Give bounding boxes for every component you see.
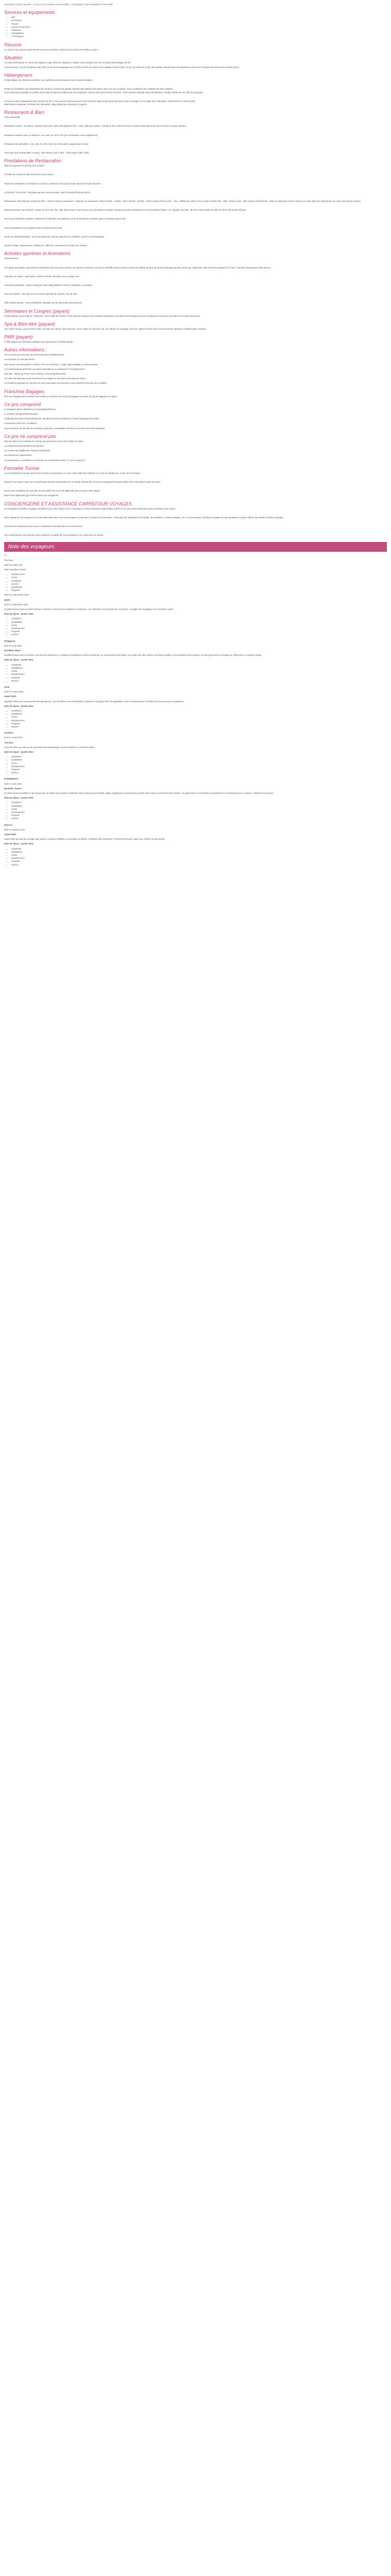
review-date: Écrit le 4 avril 2021: [4, 736, 23, 739]
restaurants-section: [4, 110, 387, 155]
prestations-sub: Séjours proposés en formule tout compris: [4, 164, 44, 167]
hebergement-p2: Toutes les chambres sont climatisées (de 15.06 au 15.09) et la grande majorité sont dotées d'un balcon avec vue mer ou jardin. Vous y profiterez d'un mobilier de style moderne. Il est notamment possible de profiter d'une salle de bains ou salle d'eau avec baignoire, douche ainsi qu'un sèche-cheveux. Votre chambre dispose aussi de télévision, minibar, téléphone et coffre-fort (payant).: [4, 88, 203, 94]
prestations-p2: Toutes les prestations ou boissons non citées ci-dessous n'est pas incluses dans la formule réservée.: [4, 182, 101, 185]
situation-section: [4, 55, 387, 69]
review-rating-item: • Propreté: [11, 860, 387, 863]
review-rating-item: • Literie: [11, 854, 387, 857]
notes-source: 2025 Travellers Choice: [4, 568, 26, 571]
review-rating-item: • Qualité/prix: [11, 758, 387, 761]
prix-comprend-item: L'assurance (selon les conditions).: [4, 422, 38, 425]
services-title: Services et équipements: [4, 10, 55, 15]
pmr-text: L'hôtel dispose de chambres adaptées aux personnes à mobilité réduite.: [4, 340, 74, 343]
review-rating-item: • Propreté: [11, 676, 387, 680]
review-stay-date: Date du séjour : janvier 2021: [4, 658, 34, 662]
service-item: • Climatisation: [11, 32, 387, 35]
review-rating-item: • Qualité/prix: [11, 805, 387, 808]
review-rating-item: • Literie: [11, 808, 387, 811]
criteria-item: • Literie: [11, 576, 387, 579]
review-rating-item: • Emplacement: [11, 765, 387, 768]
franchise-title: Franchise Bagages:: [4, 388, 46, 394]
prix-ne-comprend-title: Ce prix ne comprend pas: [4, 433, 56, 439]
review-rating-item: • Emplacement: [11, 719, 387, 722]
review-rating-item: • Literie: [11, 716, 387, 719]
restaurants-p1: Restaurant central : en buffets, chaud et froid, pour votre petit déjeuner (07h - 10h), déjeuner (12h30 - 14h30) et dîner (18h 30 à 21h en saison hivernale et de 19h à 21h30 en saison estivale).: [4, 125, 187, 128]
activites-p5: Club enfants payant : cours d'équitation, plongée, jet ski, parachute ascensionnel.: [4, 301, 83, 304]
spa-text: Son centre de spa, ouvert de 9h à 19h, est doté d'un sauna, d'un hammam, d'une cabine de douche à jet, de cabines de massage, de deux cabines de bien-être et d'une piscine intérieure chauffée (selon saison).: [4, 327, 206, 330]
review-item: [4, 686, 387, 728]
review-rating-item: • Chambres: [11, 664, 387, 667]
review-body: Excellent séjour dans un hôtel très bien entretenu. Personnel accueillant et chaleureux. Les chambres sont spacieuses et propres. La plage est magnifique et la nourriture variée.: [4, 608, 174, 611]
hebergement-p1: L'hôtel dispose de chambres doubles, de chambres communicantes et de 6 suites familiales.: [4, 79, 93, 82]
service-item: • Centre de bien-être: [11, 26, 387, 29]
formalite-p1: Les ressortissants français doivent être munis d'un passeport ou d'une carte nationale d'identité en cours de validité pour entrer sur le territoire.: [4, 471, 141, 474]
situation-title: Situation: [4, 55, 23, 60]
hebergement-p3: Les deux suites Ambassador d'une surface de 80 m² sont quant à elles pourvues d'une seconde salle de bain ainsi que d'une suite à manger et d'un salon avec télévision, chaîne stéréo et lecteur DVD. Blanchisserie (payante), fer/table (sur demande), baby-sitting (sur demande et payant).: [4, 99, 196, 106]
prix-ne-comprend-list: [4, 440, 387, 462]
review-body: Super hôtel au bord de la plage avec piscine couverte chauffée et nourriture excellente. Chambre bien entretenue. Personnel très poli. Super spa. Hôtel à recommander.: [4, 838, 166, 841]
review-ratings: [11, 801, 387, 820]
review-rating-item: • Literie: [11, 624, 387, 627]
review-ratings: [11, 664, 387, 683]
review-rating-item: • Propreté: [11, 630, 387, 633]
review-date: Écrit le 4 décembre 2021: [4, 603, 28, 606]
formalite-link[interactable]: https://www.diplomatie.gouv.fr/fr/conseils-aux-voyageurs/: [4, 494, 59, 497]
formalite-p2: Depuis le 1er janvier 2023, les ressortissants français à destination de la Tunisie doivent être munis d'un passeport français valide trois mois après la date de retour.: [4, 480, 161, 483]
criteria-item: • Chambres: [11, 580, 387, 583]
review-body: Superbe hôtel avec un personnel très attentionné. Les chambres sont confortables, la piscine et la plage sont très agréables. Nous recommandons cet hôtel pour des vacances reposantes.: [4, 700, 184, 703]
conciergerie-p4: Vos commentaires sont précieux pour améliorer la qualité de nos prestations et le confort de nos clients.: [4, 534, 104, 537]
service-item: • Wifi: [11, 16, 387, 19]
seminaires-title: Séminaires et Congrès (payant): [4, 308, 70, 314]
service-item: • Conciergerie: [11, 35, 387, 38]
review-rating-item: • Literie: [11, 670, 387, 673]
review-date: Écrit le 4 juin 2021: [4, 644, 22, 647]
prix-comprend-item: L'hébergement dans l'hôtel sélectionné, pendant la durée mentionnée et selon l'arrangement choisi.: [4, 417, 100, 420]
review-stay-date: Date du séjour : janvier 2021: [4, 704, 34, 707]
conciergerie-p3: Vos avis sont importants pour nous et contribuent à l'amélioration de nos services.: [4, 525, 83, 528]
hebergement-section: [4, 73, 387, 106]
review-stay-date: Date du séjour : janvier 2021: [4, 842, 34, 845]
autres-info-section: [4, 347, 387, 385]
review-rating-item: • Service: [11, 725, 387, 728]
activites-section: [4, 251, 387, 304]
restaurants-p4: Trois bars: Bar Central (09h à minuit) - Bar Piscine (10h à 18h) - Café maure (15h à 23h).: [4, 151, 90, 155]
conciergerie-section: [4, 501, 387, 537]
restaurants-p2: Restaurant tunisien avec un déjeuner, à la carte, de 12h à 22h (sur réservation, sans supplément).: [4, 133, 99, 137]
review-rating-item: • Emplacement: [11, 627, 387, 630]
review-ratings: [11, 617, 387, 636]
prix-ne-comprend-item: Taxe de séjour d'un montant de 3 dinars par personne et par nuit à régler sur place.: [4, 439, 84, 443]
review-rating-item: • Propreté: [11, 722, 387, 725]
review-rating-item: • Emplacement: [11, 811, 387, 814]
service-item: • Télévision: [11, 29, 387, 32]
hebergement-title: Hébergement: [4, 73, 32, 78]
prestations-p7: Autres prestations non comprises dans la formule tout inclus.: [4, 226, 63, 229]
review-rating-item: • Chambres: [11, 755, 387, 758]
review-date: Écrit le 4 mars 2021: [4, 690, 24, 693]
autres-info-item: Les vols internationaux pour la formule tout compris ne sont pas inclus dans le séjour.: [4, 377, 86, 380]
review-ratings: [11, 755, 387, 774]
review-body: Excellent séjour dans cet hôtel. L'accueil est chaleureux. La plage est magnifique et bien entretenue. Le personnel est serviable. Les repas sont très variés et de bonne qualité. Les animations sont sympas. Un très grand merci à l'équipe de l'hôtel pour ce superbe séjour.: [4, 654, 262, 657]
review-rating-item: • Chambres: [11, 848, 387, 851]
review-rating-item: • Service: [11, 863, 387, 867]
prix-comprend-title: Ce prix comprend: [4, 401, 41, 407]
criteria-item: • Qualité/prix: [11, 586, 387, 589]
resume-section: [4, 42, 387, 52]
review-item: [4, 824, 387, 867]
prestations-section: [4, 158, 387, 247]
review-rating-item: • Qualité/prix: [11, 667, 387, 670]
review-author: Pierre P: [4, 823, 12, 826]
review-author: Aurélie G: [4, 732, 14, 735]
review-title: Super hôtel: [4, 833, 17, 836]
prix-comprend-item: Le transport aérien Aller/Retour France/Djerba/France.: [4, 408, 57, 411]
conciergerie-p2: Notre équipe de conciergerie est à votre disposition pour vous accompagner et répondre à toutes vos demandes : réservation de restaurants, d'activités, de transferts, conseils pratiques, etc. La Conciergerie Carrefour Voyages est une prestation exclusive offerte aux clients Carrefour Voyages.: [4, 516, 284, 519]
review-body: Un hôtel recommandable en tout point pour un séjour tout compris. Hôtel bien situé, beaucoup d'activités, plage magnifique et personnel aux petits soins. Nous reviendrons sans hésiter. Un grand merci à l'ensemble du personnel et à la direction pour ce séjour. L'hôtel est très propre.: [4, 791, 274, 794]
review-author: EAD42Marion: [4, 777, 19, 781]
autres-info-item: Une caution est demandée à l'arrivée. Pour les chambres : crédit, argent liquide ou carte bancaire.: [4, 363, 99, 366]
prestations-p4: Restaurants: Petit déjeuner américain (07h - 10h) du matin en restaurant - Déjeuner au restaurant central (12h30 - 14h30) - Dîner (18h30 - 21h30) - Snack au Bar Piscine (10h - 17h) - Pâtisseries (16h à 17h) au Bar Central (16h - 18h) - Glaces (14h - 18h). Repas tardif (21h30 - 23h) au restaurant central. Menus à la carte dans les restaurants à la carte (une fois par séjour).: [4, 200, 361, 203]
restaurants-title: Restaurants & Bars: [4, 110, 45, 115]
prix-comprend-list: [4, 408, 387, 430]
review-date: Écrit le 4 juin 2021: [4, 782, 22, 785]
franchise-section: [4, 389, 387, 398]
pmr-title: PMR (payant): [4, 334, 33, 340]
prestations-p3: La formule "Tout inclus" n'implique pas que tout est gratuit, seul le descriptif suivant fait foi.: [4, 191, 91, 194]
top-note: Description Cirque composé - Ce prix et les composé aux formalités - Conciergerie Logis Hospitaliers: Paris Vielle: [4, 3, 113, 6]
page: [0, 0, 391, 867]
prix-ne-comprend-item: Le montant du supplément chambre individuelle.: [4, 449, 51, 452]
seminaires-text: L'hôtel dispose d'une salle de conférence, d'une salle de réunion, d'une salle de banquet et de matériel audiovisuel. Les salles sont équipées de l'air conditionné et peuvent accueillir de 15 à 300 personnes.: [4, 314, 201, 317]
notes-criteria-list: [11, 573, 387, 592]
notes-score: 4.1: [4, 554, 7, 557]
autres-info-item: Les animaux ne sont pas admis.: [4, 358, 36, 361]
review-item: [4, 777, 387, 820]
prix-ne-comprend-section: [4, 434, 387, 462]
activites-p1: Une plage aménagée, trois piscines extérieures dont une pour enfants, une piscine intérieure couverte et chauffée (selon saison), terrain de football, terrains de tennis (éclairage payant), pétanque, volley-ball, salle de fitness (payant), tir à l'arc, mini-golf, ping-pong et salle de jeux.: [4, 266, 271, 269]
prix-comprend-item: Le transfert aéroport/hôtel/aéroport.: [4, 412, 39, 415]
review-rating-item: • Emplacement: [11, 673, 387, 676]
formalite-section: [4, 466, 387, 498]
prestations-p9: Service d'étage, blanchisserie, téléphone, coffre-fort, excursions et location de voitures.: [4, 244, 88, 247]
situation-p1: Au sud-est de Djerba, le Vincci Dar Midoun & Spa, hôtel de catégorie 4 étoiles, est en bordure de l'une des plus belles plages de l'île.: [4, 61, 132, 64]
notes-score-note: Très bien: [4, 558, 13, 562]
autres-info-item: Les horaires proposés au moment de votre réservation sont donnés à titre indicatif et peuvent être modifiés.: [4, 382, 107, 385]
review-author: plush: [4, 598, 10, 601]
formalite-title: Formalité Tunisie: [4, 465, 40, 471]
activites-p2: Animation en soirée : spectacles, soirées à thème, karaoké, jeux, musique live.: [4, 275, 80, 278]
review-rating-item: • Qualité/prix: [11, 621, 387, 624]
criteria-item: • Emplacement: [11, 573, 387, 576]
review-ratings: [11, 848, 387, 867]
prestations-title: Prestations de Restauration: [4, 158, 62, 164]
situation-p2: Il est à environ -2,5 km du Djerba Golf Club, 19 km de la synagogue de la Ghriba, 24 km du centre de la capitale, Houmt Souk, 22 km du centre de la ville de Guellala, réputée pour ses poteries et 25 km de l'Aéroport International de Djerba-Zarzis.: [4, 66, 240, 69]
autres-info-item: Les non-fumeurs sont tous les bienvenus dans l'établissement.: [4, 353, 64, 357]
review-body: Très bon hôtel, accueil au top, personnel très sympathique, bonne ambiance, nourriture variée.: [4, 745, 95, 749]
review-stay-date: Date du séjour : janvier 2021: [4, 796, 34, 800]
review-rating-item: • Literie: [11, 762, 387, 765]
review-stay-date: Date du séjour : janvier 2021: [4, 750, 34, 753]
service-item: • Restaurant: [11, 19, 387, 22]
review-title: Rachelet, France: [4, 787, 22, 790]
activites-sub: Infrastructures: [4, 257, 18, 260]
review-item: [4, 594, 387, 636]
prix-ne-comprend-item: Les prestations ou activités et excursions non mentionnées dans "Ce prix comprend".: [4, 459, 86, 462]
pmr-section: [4, 334, 387, 344]
notes-bar-title: Note des voyageurs: [8, 544, 54, 550]
review-meta: Noté le: 5 décembre 2021: [4, 594, 29, 597]
review-title: Excellent séjour: [4, 649, 21, 652]
review-date: Écrit le 4 janvier 2021: [4, 828, 25, 831]
resume-title: Résumé: [4, 42, 22, 47]
conciergerie-title: CONCIERGERIE ET ASSISTANCE CARREFOUR VOYAGES: [4, 501, 132, 506]
review-title: Super hôtel: [4, 695, 17, 698]
autres-info-list: [4, 353, 387, 385]
activites-p3: Animations payantes : sports nautiques (selon disponibilité et météo), équitation, excursions.: [4, 283, 93, 286]
review-rating-item: • Service: [11, 817, 387, 820]
review-rating-item: • Chambres: [11, 801, 387, 804]
review-item: [4, 732, 387, 774]
review-rating-item: • Emplacement: [11, 857, 387, 860]
spa-section: [4, 321, 387, 331]
prix-comprend-item: Taxes aéroport, de sécurité et surcharge carburant, susceptibles d'évoluer en fonction des tarifs pratiqués.: [4, 427, 106, 430]
prestations-p6: Non inclus: Boissons importées, boissons en bouteille, eau gazeuse, jus de fruits frais et cocktails, glace et boissons après 23h.: [4, 217, 126, 221]
prestations-p8: Centre de thalassothérapie : accès au hammam, piscine d'eau de mer chauffée, jacuzzi et soins payants.: [4, 235, 105, 238]
autres-info-title: Autres informations :: [4, 347, 47, 353]
resume-text: Un séjour tout compris quatre étoiles aux pies de Djerba ! Optez pour le Vincci Dar Midoun & Spa !: [4, 48, 99, 51]
restaurants-p3: Restaurant de spécialités : à la carte, de 19h à 22h (sur réservation, payant selon choix).: [4, 142, 89, 145]
conciergerie-p1: En choisissant Carrefour Voyages, bénéficiez pour votre séjour d'une conciergerie et d'une assistance disponibles 24h/24 et 7j/7 pour toute demande avant et pendant votre séjour.: [4, 507, 176, 510]
prix-ne-comprend-item: Les assurances optionnelles.: [4, 454, 32, 457]
notes-count: Noté sur 2064 Avis: [4, 563, 23, 566]
prix-comprend-section: [4, 402, 387, 430]
review-rating-item: • Chambres: [11, 617, 387, 620]
activites-title: Activités sportives et Animations: [4, 251, 71, 257]
notes-bar: [4, 542, 387, 552]
criteria-item: • Service: [11, 583, 387, 586]
formalite-p3: Nous vous conseillons de consulter les formalités sur le site de diplomatie.gouv.fr avant votre départ.: [4, 489, 101, 493]
review-item: [4, 640, 387, 683]
review-rating-item: • Qualité/prix: [11, 851, 387, 854]
reviews-list: [4, 594, 387, 866]
seminaires-section: [4, 309, 387, 318]
notes-summary: [4, 554, 387, 592]
spa-title: Spa & Bien-être (payant): [4, 321, 56, 327]
prix-ne-comprend-item: Les dépenses personnelles et pourboires.: [4, 444, 44, 447]
review-ratings: [11, 709, 387, 728]
autres-info-item: Exemple : départ de Paris Orly ou Roissy, vol vers Djerba-Zarzis.: [4, 372, 67, 375]
prestations-p1: Prestations comprises dans la formule tout compris :: [4, 173, 55, 176]
services-list: [11, 16, 387, 38]
review-stay-date: Date du séjour : janvier 2021: [4, 613, 34, 616]
service-item: • Piscine: [11, 23, 387, 26]
review-author: Philippe M: [4, 639, 15, 642]
review-rating-item: • Qualité/prix: [11, 713, 387, 716]
review-title: Très bon: [4, 741, 13, 744]
services-section: [4, 10, 387, 38]
review-rating-item: • Chambres: [11, 709, 387, 713]
review-rating-item: • Service: [11, 680, 387, 683]
review-rating-item: • Propreté: [11, 814, 387, 817]
prestations-p5: Boissons locales: eau minérale, sodas, jus de fruits, thé, café, bière locale et vin local au verre (pendant les repas). Boissons locales alcoolisées et non alcoolisées (bières, vin, apéritifs, alcools) : de 10h à 23h au Bar Central, de 10h à 18h au Bar Piscine.: [4, 209, 247, 212]
restaurants-sub: Trois restaurants: [4, 116, 21, 119]
review-rating-item: • Propreté: [11, 768, 387, 771]
franchise-text: Tous vos bagages sans mention sur le billet au minimum de 23 kg de bagages en soute et 8 kg de bagages en cabine.: [4, 395, 118, 398]
activites-p4: Pour les enfants : mini-club 4-12 ans (selon période de l'année), aire de jeux.: [4, 293, 78, 296]
review-author: Xaud: [4, 685, 10, 688]
autres-info-item: Les clients doivent présenter une pièce d'identité ou un passeport à l'enregistrement.: [4, 367, 86, 370]
criteria-item: • Propreté: [11, 589, 387, 592]
review-rating-item: • Service: [11, 633, 387, 636]
review-rating-item: • Service: [11, 771, 387, 774]
